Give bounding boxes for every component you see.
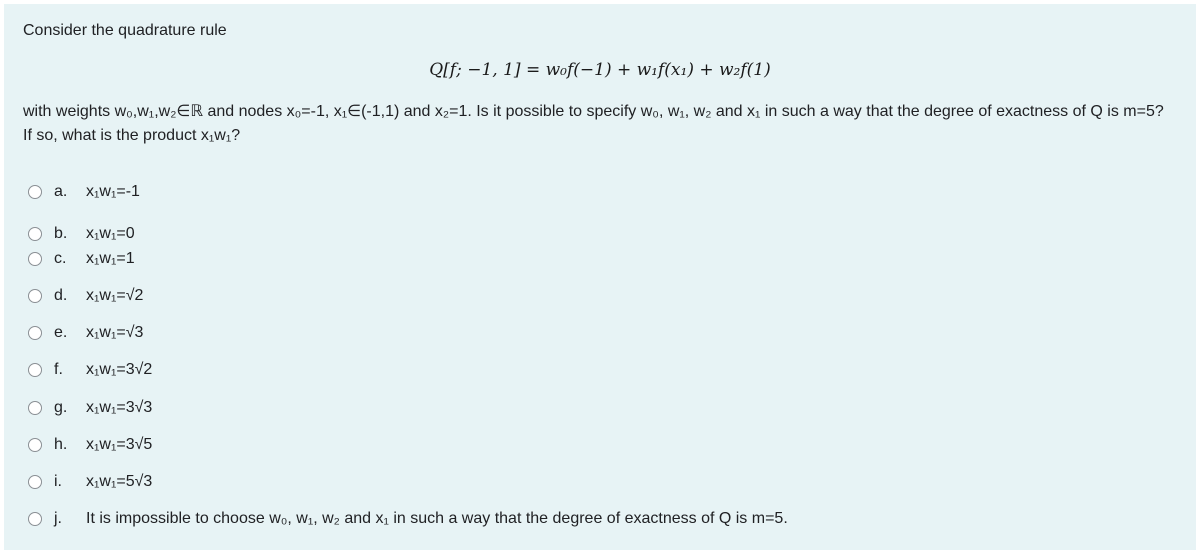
option-letter: f. [54,361,63,378]
option-letter: i. [54,473,62,490]
option-label: x₁w₁=3√5 [86,436,153,453]
option-h[interactable] [28,433,152,457]
radio-button-g[interactable] [28,401,42,415]
option-c[interactable] [28,247,135,271]
answer-options [4,4,1196,550]
radio-button-j[interactable] [28,512,42,526]
option-letter: d. [54,287,68,304]
option-letter: c. [54,250,67,267]
question-panel [4,4,1196,550]
option-label: x₁w₁=0 [86,225,135,242]
question-text-line-1: with weights w₀,w₁,w₂∈ℝ and nodes x₀=-1, x₁∈(-1,1) and x₂=1. Is it possible to specify w₀, w₁, w₂ and x₁ in such a way that the degree of exactness of Q is m=5? [23,103,1164,120]
option-label: x₁w₁=3√2 [86,361,153,378]
option-b[interactable] [28,222,135,246]
option-letter: b. [54,225,68,242]
option-d[interactable] [28,284,143,308]
option-j[interactable] [28,507,788,531]
radio-button-e[interactable] [28,326,42,340]
radio-button-f[interactable] [28,363,42,377]
option-label: x₁w₁=-1 [86,183,140,200]
question-text-line-2: If so, what is the product x₁w₁? [23,127,241,144]
option-label: It is impossible to choose w₀, w₁, w₂ and x₁ in such a way that the degree of exactness of Q is m=5. [86,510,788,527]
option-g[interactable] [28,396,152,420]
option-f[interactable] [28,358,152,382]
radio-button-d[interactable] [28,289,42,303]
option-label: x₁w₁=1 [86,250,135,267]
radio-button-b[interactable] [28,227,42,241]
option-a[interactable] [28,180,140,204]
option-label: x₁w₁=3√3 [86,399,153,416]
option-e[interactable] [28,321,143,345]
option-label: x₁w₁=√3 [86,324,144,341]
option-letter: a. [54,183,68,200]
option-label: x₁w₁=√2 [86,287,144,304]
option-label: x₁w₁=5√3 [86,473,153,490]
option-letter: e. [54,324,68,341]
radio-button-a[interactable] [28,185,42,199]
radio-button-c[interactable] [28,252,42,266]
quadrature-formula: Q[f; −1, 1] = w₀f(−1) + w₁f(x₁) + w₂f(1) [429,60,771,80]
radio-button-i[interactable] [28,475,42,489]
question-intro: Consider the quadrature rule [23,22,227,39]
radio-button-h[interactable] [28,438,42,452]
option-letter: j. [54,510,62,527]
option-letter: h. [54,436,68,453]
option-i[interactable] [28,470,152,494]
option-letter: g. [54,399,68,416]
